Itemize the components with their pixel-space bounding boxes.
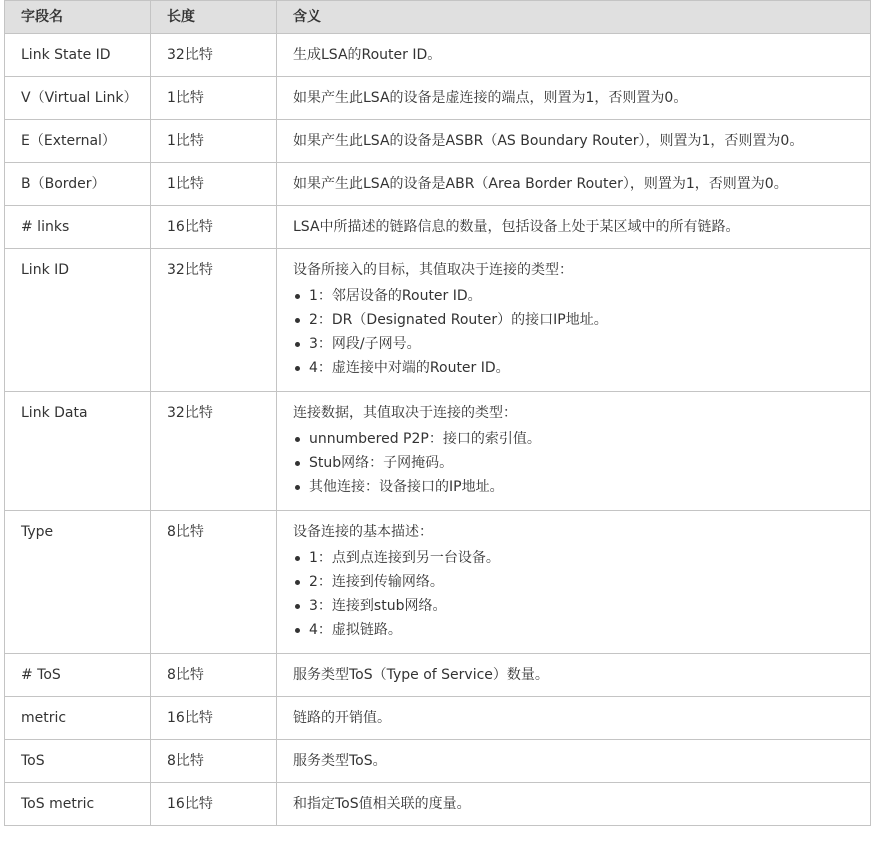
bullet-dot-icon <box>295 342 300 347</box>
length-cell: 32比特 <box>151 249 277 392</box>
list-item-text: 3：网段/子网号。 <box>309 336 421 352</box>
list-item <box>293 475 858 499</box>
bullet-dot-icon <box>295 294 300 299</box>
meaning-text: 服务类型ToS（Type of Service）数量。 <box>293 667 549 683</box>
field-name-cell: ToS metric <box>5 783 151 826</box>
meaning-cell <box>277 392 871 511</box>
header-field-name: 字段名 <box>5 1 151 34</box>
meaning-text: 如果产生此LSA的设备是ABR（Area Border Router），则置为1，否则置为0。 <box>293 176 788 192</box>
length-cell: 16比特 <box>151 697 277 740</box>
table-row <box>5 654 871 697</box>
table-row <box>5 740 871 783</box>
meaning-text: 链路的开销值。 <box>293 710 391 726</box>
table-row <box>5 34 871 77</box>
field-name-cell: Type <box>5 511 151 654</box>
bullet-dot-icon <box>295 366 300 371</box>
bullet-list <box>293 427 858 499</box>
list-item-text: 2：DR（Designated Router）的接口IP地址。 <box>309 312 608 328</box>
meaning-text: 和指定ToS值相关联的度量。 <box>293 796 471 812</box>
meaning-text: 生成LSA的Router ID。 <box>293 47 442 63</box>
list-item <box>293 451 858 475</box>
meaning-cell <box>277 77 871 120</box>
field-table <box>4 0 871 826</box>
meaning-cell <box>277 654 871 697</box>
list-item <box>293 427 858 451</box>
field-name-cell: Link Data <box>5 392 151 511</box>
list-item-text: 其他连接：设备接口的IP地址。 <box>309 479 504 495</box>
list-item <box>293 308 858 332</box>
meaning-cell <box>277 249 871 392</box>
meaning-cell <box>277 740 871 783</box>
field-name-cell: V（Virtual Link） <box>5 77 151 120</box>
list-item <box>293 618 858 642</box>
header-meaning: 含义 <box>277 1 871 34</box>
meaning-text: 设备所接入的目标，其值取决于连接的类型： <box>293 262 573 278</box>
list-item-text: 2：连接到传输网络。 <box>309 574 444 590</box>
meaning-text: 设备连接的基本描述： <box>293 524 433 540</box>
length-cell: 16比特 <box>151 206 277 249</box>
bullet-dot-icon <box>295 604 300 609</box>
field-name-cell: # links <box>5 206 151 249</box>
length-cell: 8比特 <box>151 740 277 783</box>
list-item <box>293 332 858 356</box>
length-cell: 8比特 <box>151 654 277 697</box>
meaning-cell <box>277 120 871 163</box>
meaning-cell <box>277 697 871 740</box>
meaning-cell <box>277 783 871 826</box>
bullet-list <box>293 546 858 642</box>
header-row <box>5 1 871 34</box>
meaning-text: 连接数据，其值取决于连接的类型： <box>293 405 517 421</box>
meaning-text: 服务类型ToS。 <box>293 753 387 769</box>
field-name-cell: Link State ID <box>5 34 151 77</box>
table-row <box>5 249 871 392</box>
list-item-text: Stub网络：子网掩码。 <box>309 455 454 471</box>
meaning-cell <box>277 206 871 249</box>
length-cell: 16比特 <box>151 783 277 826</box>
meaning-cell <box>277 34 871 77</box>
list-item-text: unnumbered P2P：接口的索引值。 <box>309 431 541 447</box>
length-cell: 1比特 <box>151 163 277 206</box>
header-length: 长度 <box>151 1 277 34</box>
bullet-dot-icon <box>295 628 300 633</box>
list-item <box>293 356 858 380</box>
field-name-cell: ToS <box>5 740 151 783</box>
length-cell: 32比特 <box>151 34 277 77</box>
field-name-cell: Link ID <box>5 249 151 392</box>
bullet-dot-icon <box>295 437 300 442</box>
list-item <box>293 284 858 308</box>
bullet-dot-icon <box>295 318 300 323</box>
bullet-dot-icon <box>295 461 300 466</box>
field-name-cell: metric <box>5 697 151 740</box>
table-row <box>5 783 871 826</box>
list-item-text: 3：连接到stub网络。 <box>309 598 447 614</box>
length-cell: 1比特 <box>151 120 277 163</box>
table-row <box>5 511 871 654</box>
bullet-list <box>293 284 858 380</box>
document-container <box>4 0 870 826</box>
field-name-cell: B（Border） <box>5 163 151 206</box>
list-item <box>293 594 858 618</box>
meaning-text: 如果产生此LSA的设备是虚连接的端点，则置为1，否则置为0。 <box>293 90 688 106</box>
list-item-text: 1：点到点连接到另一台设备。 <box>309 550 500 566</box>
list-item-text: 4：虚拟链路。 <box>309 622 402 638</box>
list-item <box>293 570 858 594</box>
field-name-cell: E（External） <box>5 120 151 163</box>
list-item-text: 4：虚连接中对端的Router ID。 <box>309 360 510 376</box>
bullet-dot-icon <box>295 556 300 561</box>
field-name-cell: # ToS <box>5 654 151 697</box>
table-row <box>5 697 871 740</box>
table-row <box>5 392 871 511</box>
length-cell: 8比特 <box>151 511 277 654</box>
meaning-text: LSA中所描述的链路信息的数量，包括设备上处于某区域中的所有链路。 <box>293 219 740 235</box>
table-row <box>5 206 871 249</box>
table-header <box>5 1 871 34</box>
table-row <box>5 77 871 120</box>
bullet-dot-icon <box>295 580 300 585</box>
table-row <box>5 163 871 206</box>
meaning-text: 如果产生此LSA的设备是ASBR（AS Boundary Router），则置为1，否则置为0。 <box>293 133 804 149</box>
length-cell: 1比特 <box>151 77 277 120</box>
table-body <box>5 34 871 826</box>
bullet-dot-icon <box>295 485 300 490</box>
list-item-text: 1：邻居设备的Router ID。 <box>309 288 482 304</box>
list-item <box>293 546 858 570</box>
meaning-cell <box>277 163 871 206</box>
meaning-cell <box>277 511 871 654</box>
table-row <box>5 120 871 163</box>
length-cell: 32比特 <box>151 392 277 511</box>
